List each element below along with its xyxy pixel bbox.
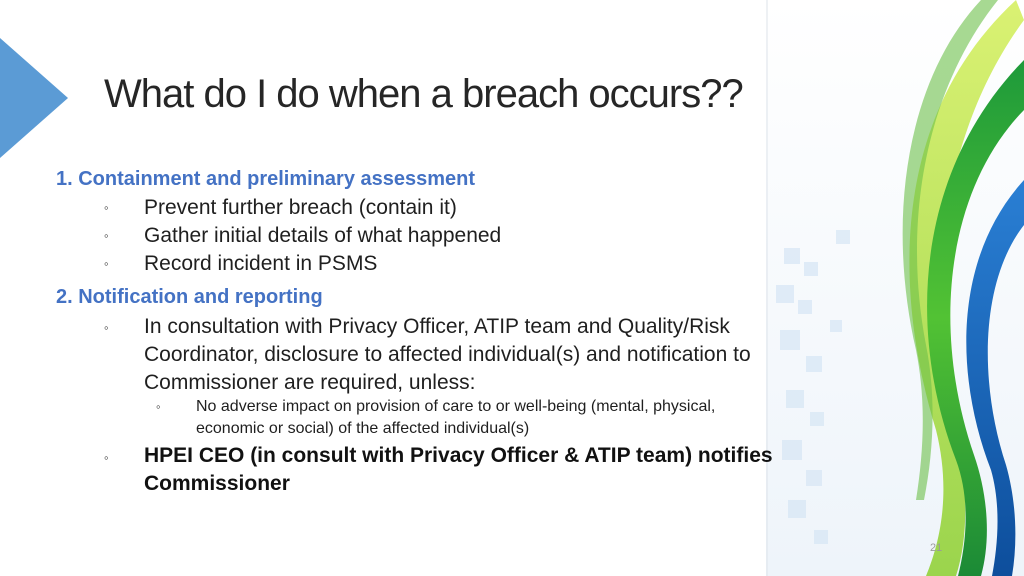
section-heading-notification: 2. Notification and reporting bbox=[56, 286, 323, 308]
list-item: Prevent further breach (contain it) bbox=[144, 196, 457, 219]
list-item: Record incident in PSMS bbox=[144, 252, 378, 275]
sub-item-line: economic or social) of the affected individual(s) bbox=[196, 420, 530, 437]
bullet-marker: ◦ bbox=[104, 228, 109, 243]
page-number: 21 bbox=[930, 542, 943, 554]
list-item: Gather initial details of what happened bbox=[144, 224, 502, 247]
bullet-marker: ◦ bbox=[104, 320, 109, 335]
swoosh-decoration bbox=[766, 0, 1024, 576]
sub-bullet-marker: ◦ bbox=[156, 399, 161, 414]
list-item-line: In consultation with Privacy Officer, ATIP team and Quality/Risk bbox=[144, 315, 730, 338]
list-item-line-bold: Commissioner bbox=[144, 472, 290, 495]
list-item-line: Commissioner are required, unless: bbox=[144, 371, 476, 394]
bullet-marker: ◦ bbox=[104, 256, 109, 271]
bullet-marker: ◦ bbox=[104, 450, 109, 465]
list-item-line: Coordinator, disclosure to affected individual(s) and notification to bbox=[144, 343, 751, 366]
section-heading-containment: 1. Containment and preliminary assessment bbox=[56, 168, 476, 190]
sub-item-line: No adverse impact on provision of care to or well-being (mental, physical, bbox=[196, 398, 716, 415]
bullet-marker: ◦ bbox=[104, 200, 109, 215]
arrow-decoration bbox=[0, 0, 80, 170]
list-item-line-bold: HPEI CEO (in consult with Privacy Officer & ATIP team) notifies bbox=[144, 444, 773, 467]
slide-title: What do I do when a breach occurs?? bbox=[104, 72, 743, 116]
